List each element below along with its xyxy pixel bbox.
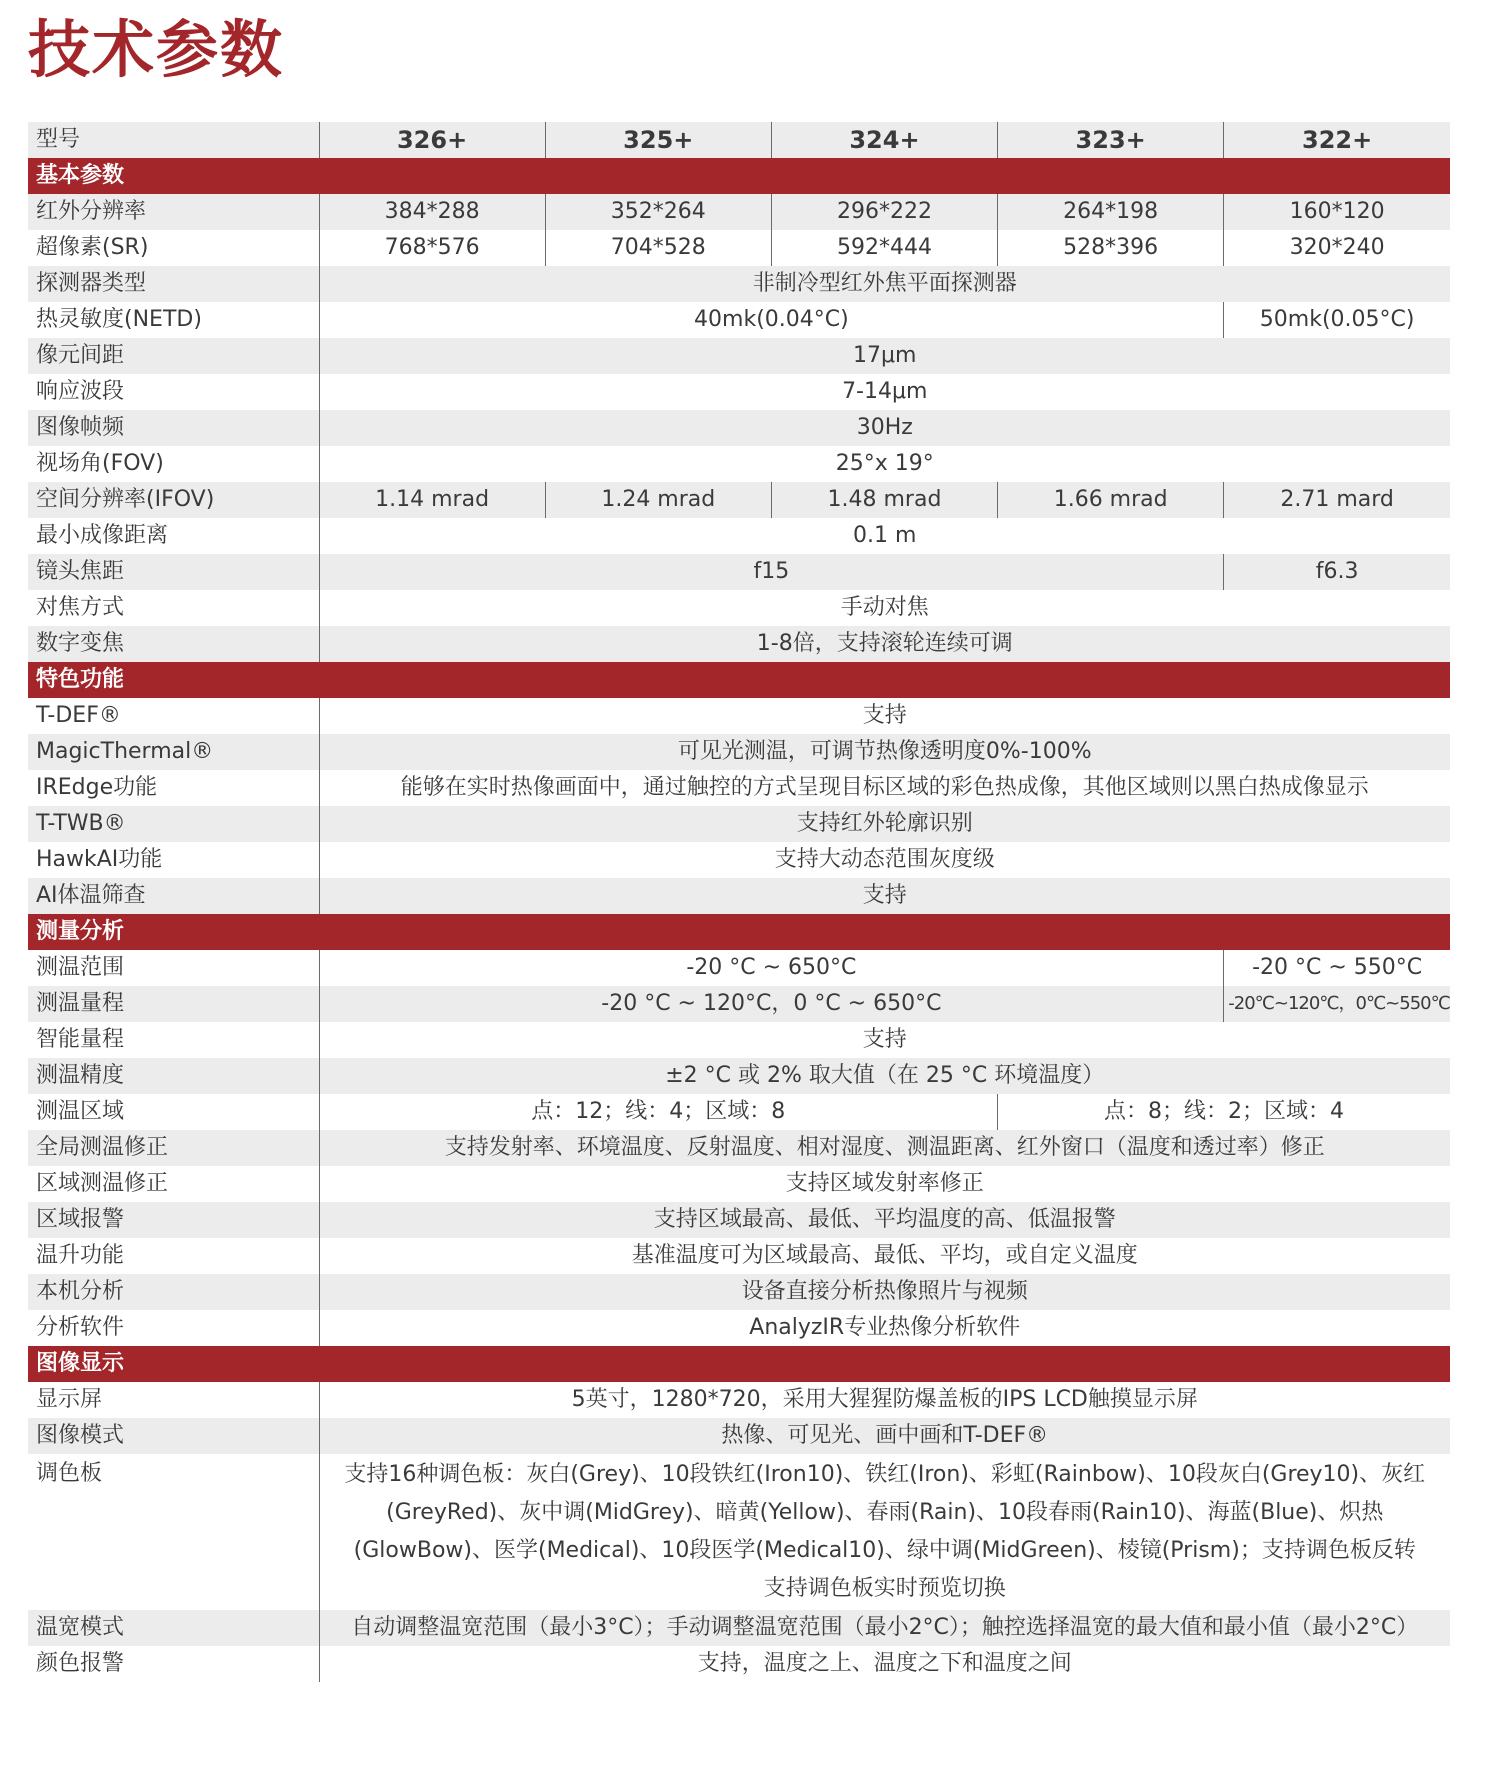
cell-value: -20 °C ~ 550°C: [1224, 950, 1450, 986]
table-header-row: [28, 122, 1450, 158]
row-label: 数字变焦: [28, 626, 319, 662]
row-label: 对焦方式: [36, 595, 125, 620]
table-row: [28, 338, 1450, 374]
cell-value: 支持大动态范围灰度级: [319, 842, 1450, 878]
cell-value: 支持，温度之上、温度之下和温度之间: [319, 1646, 1450, 1682]
table-row: [28, 950, 1450, 986]
row-label: 智能量程: [36, 1027, 125, 1052]
cell-value: 支持区域发射率修正: [319, 1166, 1450, 1202]
table-row: [28, 1454, 1450, 1610]
cell-value: 支持区域最高、最低、平均温度的高、低温报警: [319, 1202, 1450, 1238]
cell-value: -20 °C ~ 120°C，0 °C ~ 650°C: [319, 986, 1224, 1022]
table-row: [28, 554, 1450, 590]
spec-table: [28, 122, 1450, 1682]
row-label: 镜头焦距: [28, 554, 319, 590]
row-label: 温升功能: [36, 1243, 125, 1268]
table-row: [28, 446, 1450, 482]
row-label: 响应波段: [36, 379, 125, 404]
cell-value: 自动调整温宽范围（最小3°C）；手动调整温宽范围（最小2°C）；触控选择温宽的最大值和最小值（最小2°C）: [319, 1610, 1450, 1646]
cell-value: 能够在实时热像画面中，通过触控的方式呈现目标区域的彩色热成像，其他区域则以黑白热成像显示: [319, 770, 1450, 806]
row-label: 全局测温修正: [28, 1130, 319, 1166]
table-row: [28, 1022, 1450, 1058]
palette-cell: [319, 1454, 1450, 1610]
model-323: 323+: [998, 122, 1224, 158]
cell-value: 30Hz: [319, 410, 1450, 446]
cell-value: 264*198: [998, 194, 1224, 230]
row-label: 本机分析: [28, 1274, 319, 1310]
table-row: [28, 1382, 1450, 1418]
cell-value: f15: [319, 554, 1224, 590]
cell-value: 704*528: [545, 230, 771, 266]
cell-value: 592*444: [771, 230, 997, 266]
cell-value: 50mk(0.05°C): [1224, 302, 1450, 338]
row-label: 测温区域: [36, 1099, 125, 1124]
row-label: 图像模式: [28, 1418, 319, 1454]
cell-value: 7-14μm: [319, 374, 1450, 410]
cell-value: 支持: [319, 698, 1450, 734]
cell-value: ±2 °C 或 2% 取大值（在 25 °C 环境温度）: [319, 1058, 1450, 1094]
table-row: [28, 1310, 1450, 1346]
table-row: [28, 986, 1450, 1022]
cell-value: 768*576: [319, 230, 545, 266]
model-label: 型号: [28, 122, 319, 158]
cell-value: 设备直接分析热像照片与视频: [319, 1274, 1450, 1310]
table-row: [28, 374, 1450, 410]
cell-value: 非制冷型红外焦平面探测器: [319, 266, 1450, 302]
row-label: 区域测温修正: [36, 1171, 169, 1196]
table-row: [28, 1610, 1450, 1646]
row-label: 像元间距: [28, 338, 319, 374]
cell-value: 5英寸，1280*720，采用大猩猩防爆盖板的IPS LCD触摸显示屏: [319, 1382, 1450, 1418]
table-row: [28, 734, 1450, 770]
cell-value: 1.48 mrad: [771, 482, 997, 518]
table-row: [28, 878, 1450, 914]
cell-value: 40mk(0.04°C): [319, 302, 1224, 338]
section-display: 图像显示: [28, 1346, 1450, 1382]
table-row: [28, 1238, 1450, 1274]
row-label: 最小成像距离: [36, 523, 169, 548]
cell-value: 基准温度可为区域最高、最低、平均，或自定义温度: [319, 1238, 1450, 1274]
row-label: HawkAI功能: [36, 847, 163, 872]
row-label: 颜色报警: [36, 1651, 125, 1676]
table-row: [28, 1130, 1450, 1166]
row-label: 超像素(SR): [36, 235, 149, 260]
cell-value: 1.24 mrad: [545, 482, 771, 518]
table-row: [28, 1166, 1450, 1202]
table-row: [28, 230, 1450, 266]
row-label: 测温量程: [28, 986, 319, 1022]
cell-value: 528*396: [998, 230, 1224, 266]
row-label: 分析软件: [36, 1315, 125, 1340]
row-label: IREdge功能: [36, 775, 158, 800]
table-row: [28, 518, 1450, 554]
row-label: 视场角(FOV): [36, 451, 164, 476]
table-row: [28, 1058, 1450, 1094]
cell-value: 384*288: [319, 194, 545, 230]
cell-value: f6.3: [1224, 554, 1450, 590]
table-row: [28, 626, 1450, 662]
cell-value: 1.14 mrad: [319, 482, 545, 518]
row-label: 温宽模式: [28, 1610, 319, 1646]
cell-value: 0.1 m: [319, 518, 1450, 554]
table-row: [28, 1418, 1450, 1454]
table-row: [28, 482, 1450, 518]
row-label: 显示屏: [36, 1387, 103, 1412]
row-label: 测温范围: [36, 955, 125, 980]
cell-value: 2.71 mard: [1224, 482, 1450, 518]
row-label: MagicThermal®: [28, 734, 319, 770]
row-label: AI体温筛查: [28, 878, 319, 914]
cell-value: 支持: [319, 878, 1450, 914]
cell-value: AnalyzIR专业热像分析软件: [319, 1310, 1450, 1346]
table-row: [28, 770, 1450, 806]
row-label: T-TWB®: [28, 806, 319, 842]
row-label: 空间分辨率(IFOV): [28, 482, 319, 518]
table-row: [28, 266, 1450, 302]
table-row: [28, 590, 1450, 626]
cell-value: 1-8倍，支持滚轮连续可调: [319, 626, 1450, 662]
row-label: 探测器类型: [28, 266, 319, 302]
cell-value: -20 °C ~ 650°C: [319, 950, 1224, 986]
cell-value: 352*264: [545, 194, 771, 230]
model-325: 325+: [545, 122, 771, 158]
row-label: 调色板: [36, 1461, 103, 1486]
row-label: 区域报警: [28, 1202, 319, 1238]
row-label: T-DEF®: [36, 703, 121, 728]
table-row: [28, 1646, 1450, 1682]
row-label: 热灵敏度(NETD): [36, 307, 202, 332]
page-title: 技术参数: [28, 13, 285, 86]
table-row: [28, 1202, 1450, 1238]
cell-value: 160*120: [1224, 194, 1450, 230]
row-label: 测温精度: [28, 1058, 319, 1094]
cell-value: 热像、可见光、画中画和T-DEF®: [319, 1418, 1450, 1454]
cell-value: 25°x 19°: [319, 446, 1450, 482]
model-322: 322+: [1224, 122, 1450, 158]
row-label: 图像帧频: [28, 410, 319, 446]
table-row: [28, 842, 1450, 878]
table-row: [28, 194, 1450, 230]
cell-value: -20℃~120℃，0℃~550℃: [1224, 986, 1450, 1022]
table-row: [28, 806, 1450, 842]
cell-value: 手动对焦: [319, 590, 1450, 626]
cell-value: 点：12；线：4；区域：8: [319, 1094, 998, 1130]
section-features: 特色功能: [28, 662, 1450, 698]
table-row: [28, 698, 1450, 734]
model-324: 324+: [771, 122, 997, 158]
section-basic: 基本参数: [28, 158, 1450, 194]
cell-value: 支持红外轮廓识别: [319, 806, 1450, 842]
cell-value: 支持调色板实时预览切换: [763, 1576, 1006, 1601]
table-row: [28, 410, 1450, 446]
table-row: [28, 1274, 1450, 1310]
cell-value: 支持16种调色板：灰白(Grey)、10段铁红(Iron10)、铁红(Iron)、彩虹(Rainbow)、10段灰白(Grey10)、灰红(GreyRed)、灰中调(MidGrey)、暗黄(Yellow)、春雨(Rain)、10段春雨(Rain10)、海蓝(Blue)、炽热(GlowBow)、医学(Medical)、10段医学(Medical10)、绿中调(MidGreen)、棱镜(Prism)；支持调色板反转: [344, 1462, 1426, 1563]
cell-value: 点：8；线：2；区域：4: [998, 1094, 1450, 1130]
row-label: 红外分辨率: [28, 194, 319, 230]
cell-value: 296*222: [771, 194, 997, 230]
cell-value: 320*240: [1224, 230, 1450, 266]
cell-value: 支持: [319, 1022, 1450, 1058]
cell-value: 17μm: [319, 338, 1450, 374]
cell-value: 支持发射率、环境温度、反射温度、相对湿度、测温距离、红外窗口（温度和透过率）修正: [319, 1130, 1450, 1166]
section-measurement: 测量分析: [28, 914, 1450, 950]
table-row: [28, 302, 1450, 338]
model-326: 326+: [319, 122, 545, 158]
cell-value: 可见光测温，可调节热像透明度0%-100%: [319, 734, 1450, 770]
table-row: [28, 1094, 1450, 1130]
cell-value: 1.66 mrad: [998, 482, 1224, 518]
